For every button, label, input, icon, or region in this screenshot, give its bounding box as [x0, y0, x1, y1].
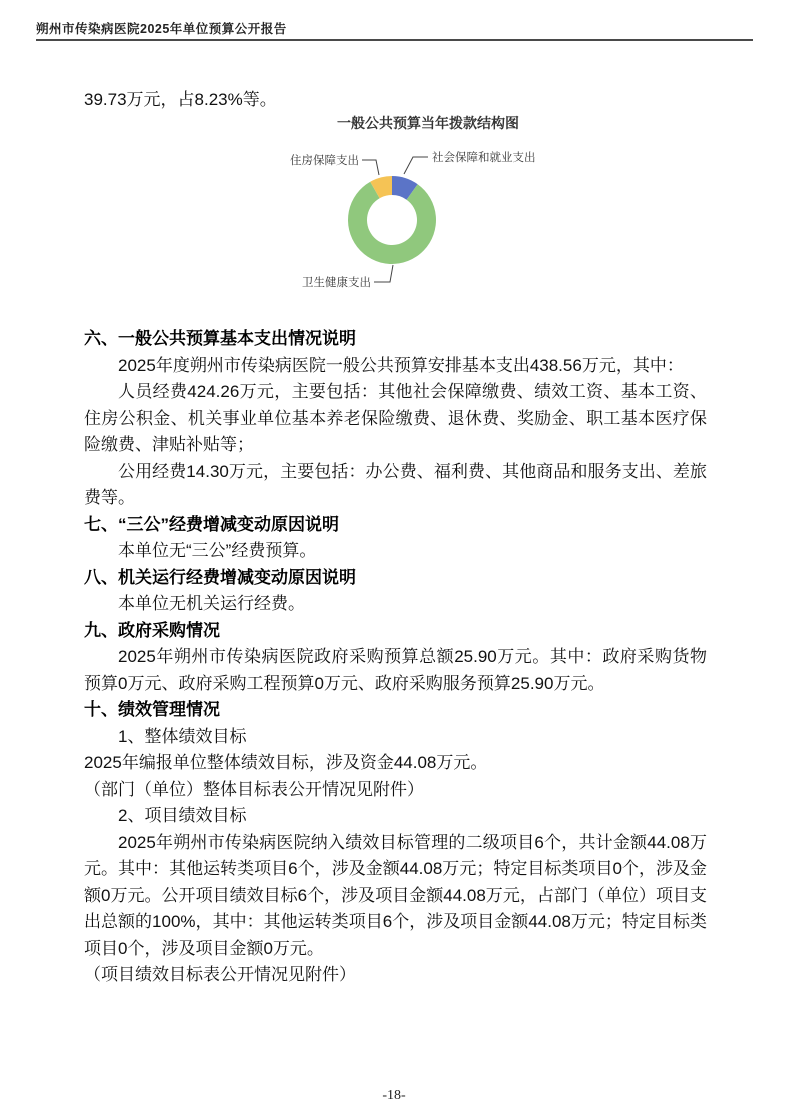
header-rule [36, 39, 753, 41]
section-heading: 十、绩效管理情况 [84, 700, 220, 719]
section-heading: 九、政府采购情况 [84, 620, 220, 640]
page-number: -18- [382, 1088, 406, 1103]
paragraph: 2025年朔州市传染病医院纳入绩效目标管理的二级项目6个，共计金额44.08万元。其中：其他运转类项目6个，涉及金额44.08万元；特定目标类项目0个，涉及金额0万元。公开项目绩效目标6个，涉及项目金额44.08万元，占部门（单位）项目支出总额的100%，其中：其他运转类项目6个，涉及项目金额44.08万元；特定目标类项目0个，涉及项目金额0万元。 [84, 832, 707, 958]
paragraph: 1、整体绩效目标 [118, 726, 247, 746]
paragraph: 本单位无“三公”经费预算。 [118, 541, 317, 560]
section-heading: 八、机关运行经费增减变动原因说明 [84, 567, 356, 587]
leader-line-social-security [404, 157, 428, 174]
header-title: 朔州市传染病医院2025年单位预算公开报告 [36, 22, 287, 36]
paragraph: 本单位无机关运行经费。 [118, 594, 305, 613]
label-health-expenditure: 卫生健康支出 [302, 277, 371, 289]
paragraph: 2025年编报单位整体绩效目标，涉及资金44.08万元。 [84, 753, 488, 772]
page-footer [0, 1088, 788, 1104]
paragraph: 2025年朔州市传染病医院政府采购预算总额25.90万元。其中：政府采购货物预算0万元、政府采购工程预算0万元、政府采购服务预算25.90万元。 [84, 647, 707, 693]
chart-title: 一般公共预算当年拨款结构图 [337, 115, 519, 131]
document-sections [84, 326, 707, 989]
paragraph: （部门（单位）整体目标表公开情况见附件） [84, 779, 424, 799]
paragraph: 公用经费14.30万元，主要包括：办公费、福利费、其他商品和服务支出、差旅费等。 [84, 461, 707, 507]
leader-line-health [374, 265, 393, 282]
carryover-line: 39.73万元，占8.23%等。 [84, 90, 277, 109]
donut-segments [348, 176, 436, 264]
paragraph: 人员经费424.26万元，主要包括：其他社会保障缴费、绩效工资、基本工资、住房公积金、机关事业单位基本养老保险缴费、退休费、奖励金、职工基本医疗保险缴费、津贴补贴等； [84, 382, 707, 454]
donut-chart [268, 138, 588, 298]
label-housing-expenditure: 住房保障支出 [290, 155, 359, 167]
leader-line-housing [362, 160, 379, 175]
section-heading: 六、一般公共预算基本支出情况说明 [84, 329, 356, 348]
paragraph: 2025年度朔州市传染病医院一般公共预算安排基本支出438.56万元，其中： [118, 355, 684, 375]
label-social-security-expenditure: 社会保障和就业支出 [432, 152, 536, 164]
paragraph: 2、项目绩效目标 [118, 806, 247, 825]
section-heading: 七、“三公”经费增减变动原因说明 [84, 514, 339, 534]
paragraph: （项目绩效目标表公开情况见附件） [84, 965, 356, 984]
